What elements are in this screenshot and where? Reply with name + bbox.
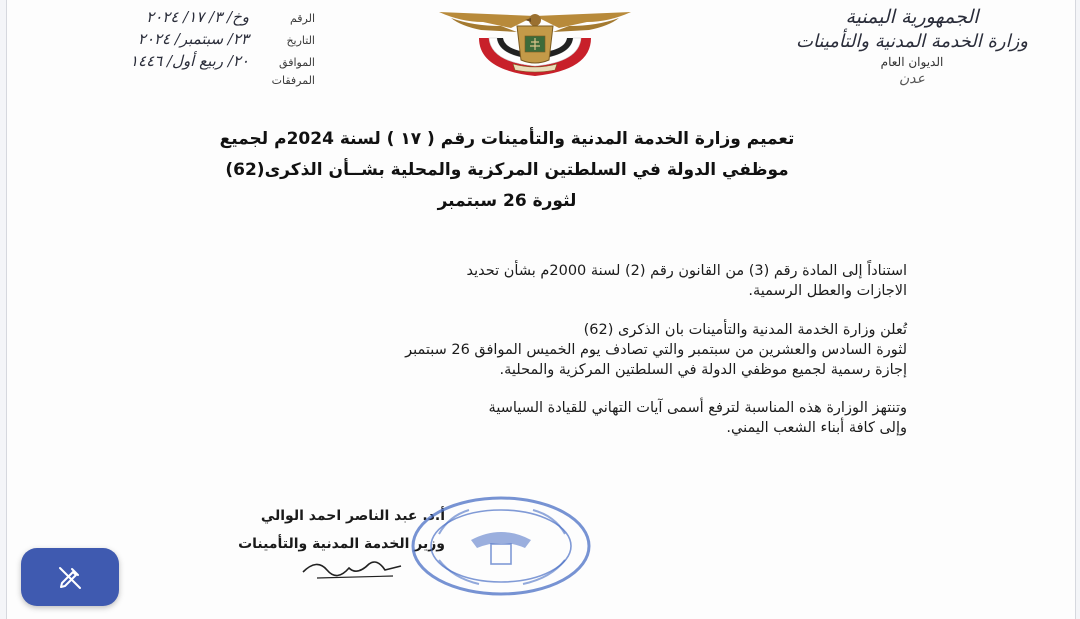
handwritten-signature-icon (297, 552, 407, 582)
paragraph-line: وإلى كافة أبناء الشعب اليمني. (726, 420, 907, 436)
paragraph-line: وتنتهز الوزارة هذه المناسبة لترفع أسمى آيات التهاني للقيادة السياسية (488, 400, 907, 416)
pen-slash-icon (57, 564, 83, 590)
paragraph-announcement (187, 320, 907, 380)
paragraph-line: استناداً إلى المادة رقم (3) من القانون رقم (2) لسنة 2000م بشأن تحديد (466, 263, 907, 279)
general-office: الديوان العام (880, 55, 944, 69)
city-name: عدن (899, 71, 925, 87)
reference-date-row (25, 30, 315, 52)
reference-number-value: وخ/ ٣/ ١٧/ ٢٠٢٤ (146, 8, 249, 26)
reference-hijri-label: الموافق (279, 56, 315, 69)
paragraph-congratulations (187, 398, 907, 438)
circular-title (127, 124, 887, 217)
reference-attachments-label: المرفقات (271, 74, 315, 87)
yemen-eagle-emblem-icon (421, 8, 649, 80)
reference-block (25, 8, 315, 96)
paragraph-line: إجازة رسمية لجميع موظفي الدولة في السلطتين المركزية والمحلية. (499, 362, 907, 378)
paragraph-legal-basis (187, 261, 907, 301)
reference-date-label: التاريخ (286, 34, 315, 47)
ministry-name: وزارة الخدمة المدنية والتأمينات (796, 31, 1028, 52)
reference-hijri-row (25, 52, 315, 74)
reference-number-label: الرقم (289, 12, 315, 25)
republic-name: الجمهورية اليمنية (845, 6, 979, 28)
document-page (6, 0, 1076, 619)
paragraph-line: لثورة السادس والعشرين من سبتمبر والتي تصادف يوم الخميس الموافق 26 سبتمبر (405, 342, 907, 358)
signatory-position: وزير الخدمة المدنية والتأمينات (238, 536, 445, 552)
title-line-3: لثورة 26 سبتمبر (437, 191, 577, 211)
paragraph-line: تُعلن وزارة الخدمة المدنية والتأمينات بان الذكرى (62) (583, 322, 907, 338)
title-line-2: موظفي الدولة في السلطتين المركزية والمحلية بشــأن الذكرى(62) (225, 160, 789, 180)
signature-block (155, 502, 445, 558)
official-seal-icon (409, 494, 593, 598)
reference-attachments-row (25, 74, 315, 96)
edit-fab-button[interactable] (21, 548, 119, 606)
reference-number-row (25, 8, 315, 30)
reference-hijri-value: ٢٠/ ربيع أول/ ١٤٤٦ (129, 52, 249, 70)
ministry-header (777, 4, 1047, 88)
title-line-1: تعميم وزارة الخدمة المدنية والتأمينات رقم ( ١٧ ) لسنة 2024م لجميع (219, 129, 795, 149)
reference-date-value: ٢٣/ سبتمبر/ ٢٠٢٤ (137, 30, 249, 48)
paragraph-line: الاجازات والعطل الرسمية. (748, 283, 907, 299)
signatory-name: أ.د. عبد الناصر احمد الوالي (260, 508, 445, 524)
